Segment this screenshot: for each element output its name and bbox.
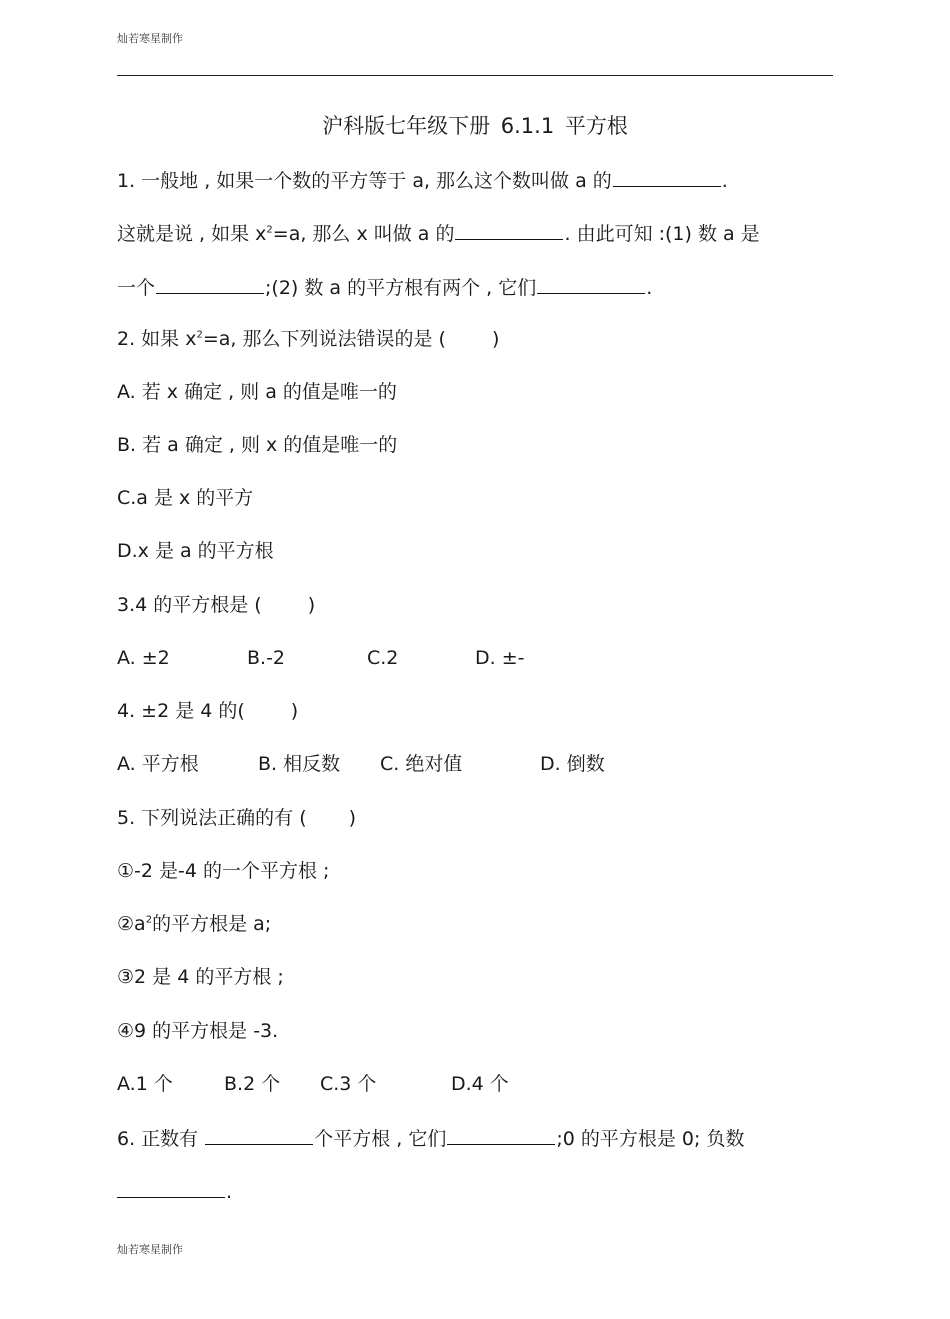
q1-text: 1. 一般地 , 如果一个数的平方等于 a, 那么这个数叫做 a 的 (117, 170, 612, 192)
q5-text: 的平方根是 a; (152, 913, 272, 935)
q6-text: 个平方根 , 它们 (314, 1128, 447, 1150)
q6-text: . (226, 1181, 233, 1203)
q4-option-a: A. 平方根 (117, 753, 199, 775)
q3-stem (117, 592, 315, 618)
q4-option-d: D. 倒数 (540, 753, 605, 775)
q2-text: =a, 那么下列说法错误的是 ( (202, 328, 446, 350)
q5-statement-2 (117, 911, 271, 937)
q2-option-b: B. 若 a 确定 , 则 x 的值是唯一的 (117, 434, 398, 456)
q3-option-b: B.-2 (247, 647, 286, 669)
page-title: 沪科版七年级下册 6.1.1 平方根 (322, 114, 628, 138)
q5-option-a: A.1 个 (117, 1073, 173, 1095)
q2-option-a: A. 若 x 确定 , 则 a 的值是唯一的 (117, 381, 397, 403)
exponent: 2 (196, 329, 203, 341)
q5-option-b: B.2 个 (224, 1073, 281, 1095)
q6-line-1 (117, 1124, 744, 1152)
q5-text: ) (348, 807, 357, 829)
q2-stem (117, 326, 499, 352)
q6-text: 6. 正数有 (117, 1128, 199, 1150)
q4-option-c: C. 绝对值 (380, 753, 463, 775)
q4-text: 4. ±2 是 4 的( (117, 700, 245, 722)
answer-blank[interactable] (156, 273, 264, 294)
q2-option-c: C.a 是 x 的平方 (117, 487, 254, 509)
q5-statement-4: ④9 的平方根是 -3. (117, 1020, 279, 1042)
q1-line-1 (117, 166, 728, 194)
q3-text: ) (307, 594, 316, 616)
exponent: 2 (266, 224, 273, 236)
q3-options (117, 645, 525, 671)
q3-option-a: A. ±2 (117, 647, 170, 669)
q1-line-2 (117, 219, 760, 247)
q3-option-d: D. ±- (475, 647, 525, 669)
q2-text: 2. 如果 x (117, 328, 197, 350)
q5-statement-3: ③2 是 4 的平方根 ; (117, 966, 284, 988)
footer-brand: 灿若寒星制作 (117, 1243, 183, 1256)
answer-blank[interactable] (205, 1124, 313, 1145)
q1-text: . (721, 170, 728, 192)
header-brand: 灿若寒星制作 (117, 32, 183, 45)
q1-text: . 由此可知 :(1) 数 a 是 (564, 223, 760, 245)
q3-text: 3.4 的平方根是 ( (117, 594, 262, 616)
q5-option-d: D.4 个 (451, 1073, 509, 1095)
q2-text: ) (491, 328, 500, 350)
q1-text: 这就是说 , 如果 x (117, 223, 267, 245)
q4-text: ) (290, 700, 299, 722)
q4-options (117, 751, 605, 777)
q1-text: =a, 那么 x 叫做 a 的 (272, 223, 455, 245)
q5-statement-1: ①-2 是-4 的一个平方根 ; (117, 860, 330, 882)
q4-stem (117, 698, 298, 724)
answer-blank[interactable] (455, 219, 563, 240)
q2-option-d: D.x 是 a 的平方根 (117, 540, 274, 562)
q5-text: 5. 下列说法正确的有 ( (117, 807, 307, 829)
header-divider (117, 75, 833, 76)
q6-text: ;0 的平方根是 0; 负数 (556, 1128, 745, 1150)
q5-options (117, 1071, 509, 1097)
answer-blank[interactable] (447, 1124, 555, 1145)
q1-text: 一个 (117, 277, 156, 299)
q1-text: . (646, 277, 653, 299)
answer-blank[interactable] (117, 1177, 225, 1198)
q4-option-b: B. 相反数 (258, 753, 341, 775)
exponent: 2 (145, 914, 153, 926)
q5-option-c: C.3 个 (320, 1073, 377, 1095)
answer-blank[interactable] (613, 166, 721, 187)
q1-line-3 (117, 273, 652, 301)
q5-stem (117, 805, 356, 831)
q6-line-2 (117, 1177, 232, 1205)
q3-option-c: C.2 (367, 647, 399, 669)
answer-blank[interactable] (537, 273, 645, 294)
q5-text: ②a (117, 913, 146, 935)
q1-text: ;(2) 数 a 的平方根有两个 , 它们 (265, 277, 537, 299)
